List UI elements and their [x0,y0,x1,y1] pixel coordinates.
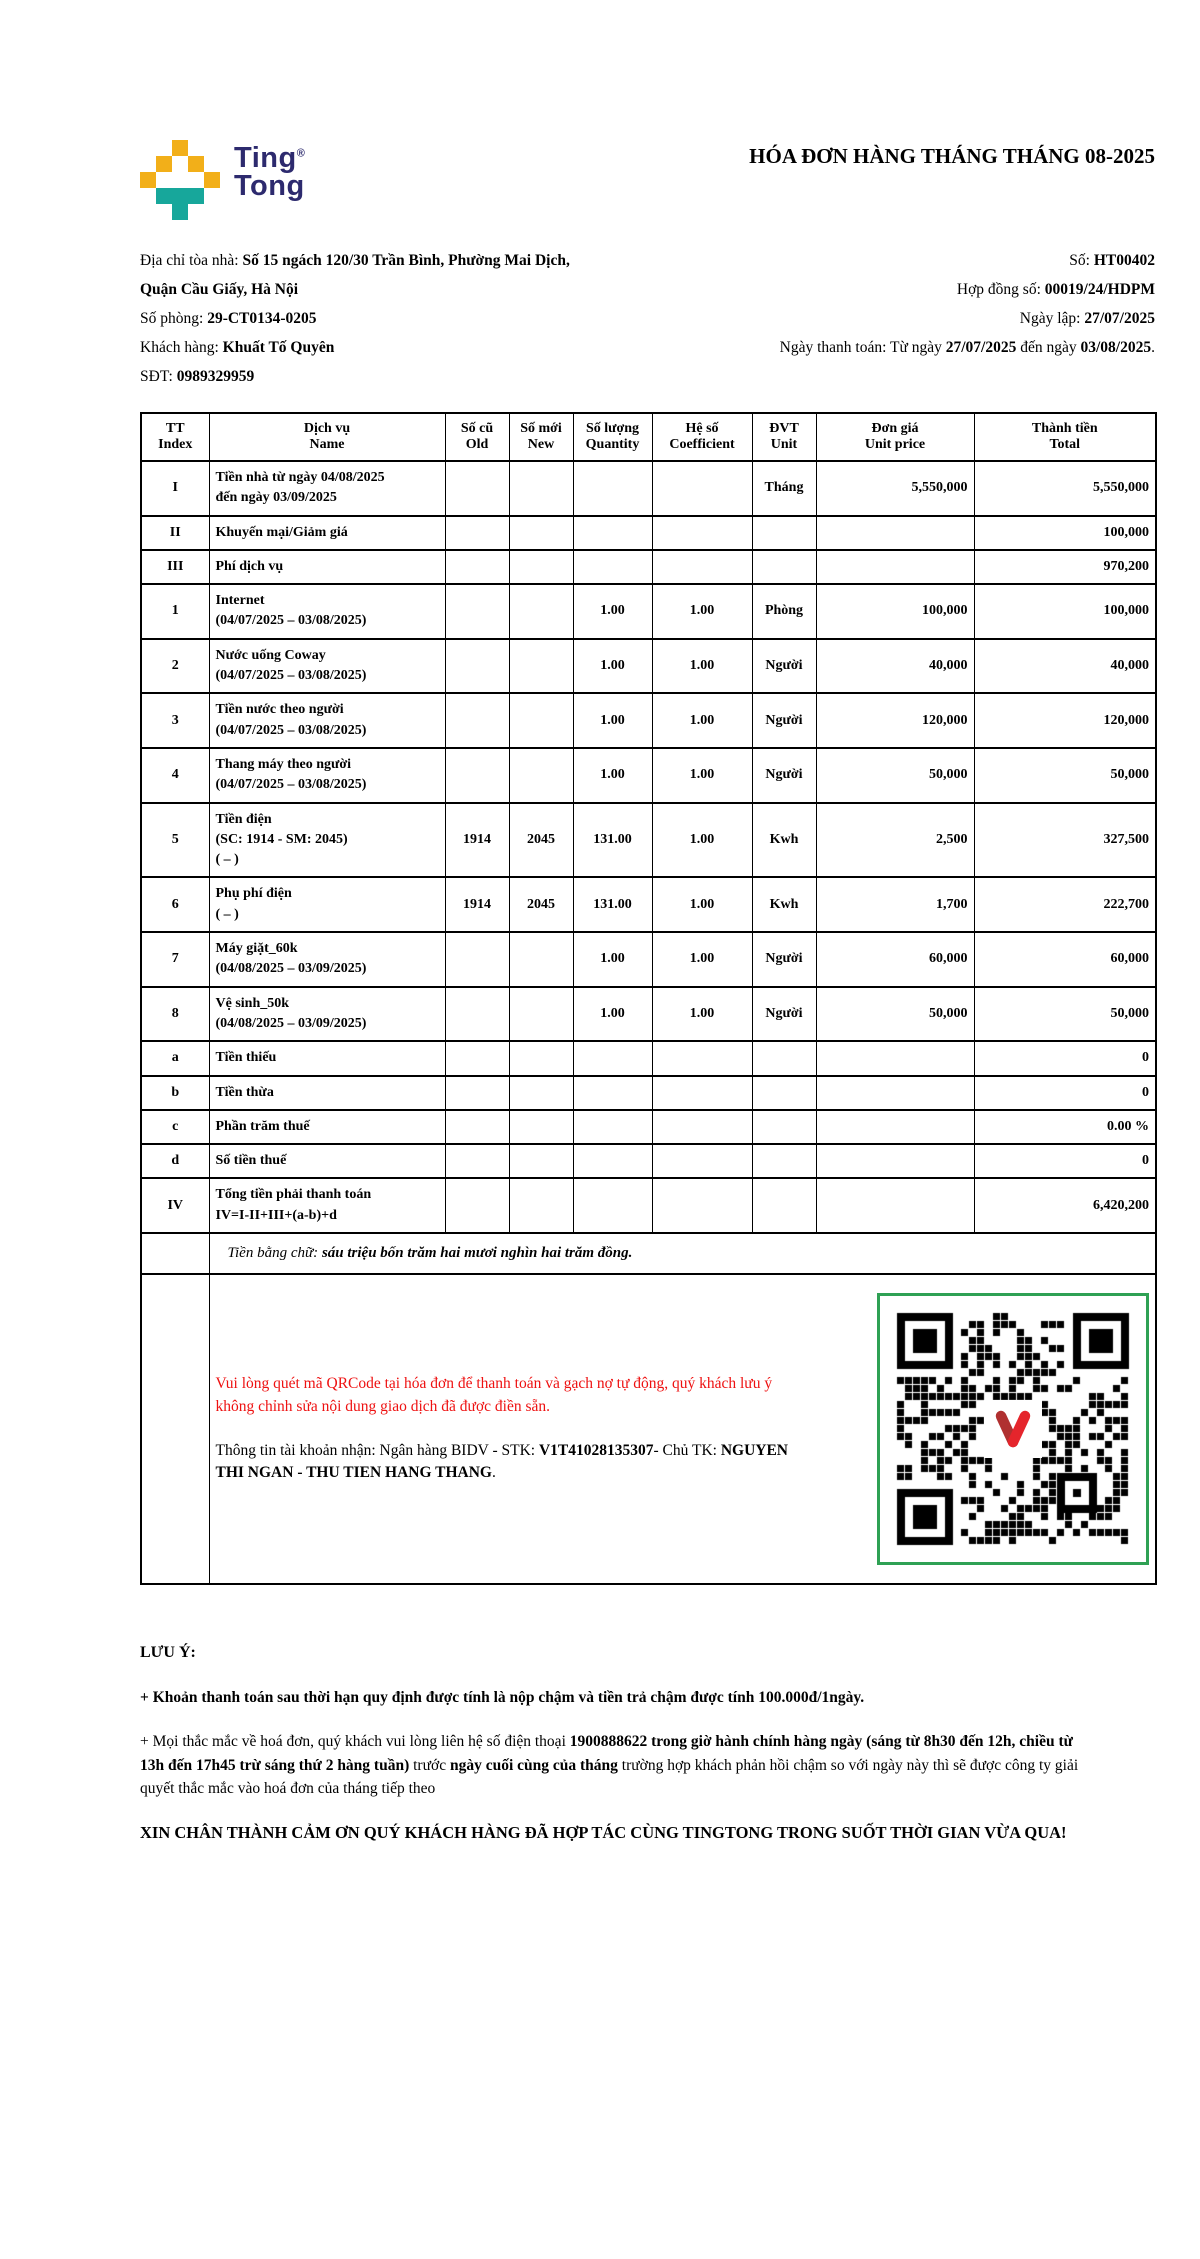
room-number: Số phòng: 29-CT0134-0205 [140,310,317,327]
cell-old-reading [445,748,509,803]
cell-old-reading [445,1076,509,1110]
cell-coefficient [652,516,752,550]
cell-old-reading [445,693,509,748]
cell-new-reading [509,1041,573,1075]
cell-old-reading: 1914 [445,803,509,878]
invoice-number: Số: HT00402 [1069,252,1155,269]
cell-coefficient [652,1178,752,1233]
bank-account-info: Thông tin tài khoản nhận: Ngân hàng BIDV - STK: V1T41028135307- Chủ TK: NGUYEN THI NGAN - THU TIEN HANG THANG. [215,1442,788,1482]
cell-service-name: Tiền điện (SC: 1914 - SM: 2045) ( – ) [209,803,445,878]
table-row [141,748,1156,803]
cell-old-reading: 1914 [445,877,509,932]
cell-old-reading [445,1110,509,1144]
cell-old-reading [445,639,509,694]
cell-total: 970,200 [974,550,1156,584]
cell-total: 327,500 [974,803,1156,878]
table-row [141,516,1156,550]
customer-name: Khách hàng: Khuất Tố Quyên [140,339,335,356]
cell-old-reading [445,1178,509,1233]
cell-new-reading [509,639,573,694]
cell-total: 40,000 [974,639,1156,694]
invoice-table [140,412,1157,1585]
cell-coefficient: 1.00 [652,693,752,748]
cell-unit [752,1041,816,1075]
column-header: Số lượng Quantity [573,413,652,461]
cell-coefficient [652,1144,752,1178]
thanks-message: XIN CHÂN THÀNH CẢM ƠN QUÝ KHÁCH HÀNG ĐÃ HỢP TÁC CÙNG TINGTONG TRONG SUỐT THỜI GIAN VỪA QUA! [140,1823,1067,1843]
cell-unit-price: 100,000 [816,584,974,639]
cell-total: 50,000 [974,987,1156,1042]
qr-instruction: Vui lòng quét mã QRCode tại hóa đơn để thanh toán và gạch nợ tự động, quý khách lưu ý không chỉnh sửa nội dung giao dịch đã được điền sẵn. [215,1375,773,1415]
payment-period: Ngày thanh toán: Từ ngày 27/07/2025 đến ngày 03/08/2025. [779,339,1155,356]
cell-new-reading [509,1144,573,1178]
cell-quantity [573,1144,652,1178]
table-row [141,693,1156,748]
payment-qr-row [141,1274,1156,1584]
amount-in-words-row [141,1233,1156,1274]
invoice-header [140,140,1155,220]
cell-quantity [573,1110,652,1144]
cell-quantity [573,516,652,550]
cell-unit [752,516,816,550]
cell-quantity: 131.00 [573,877,652,932]
cell-coefficient: 1.00 [652,877,752,932]
cell-new-reading [509,987,573,1042]
cell-unit: Người [752,987,816,1042]
building-address-line2: Quận Cầu Giấy, Hà Nội [140,281,299,298]
cell-quantity [573,461,652,516]
column-header: ĐVT Unit [752,413,816,461]
cell-index: II [141,516,209,550]
customer-phone: SĐT: 0989329959 [140,368,255,385]
cell-service-name: Tiền nhà từ ngày 04/08/2025 đến ngày 03/09/2025 [209,461,445,516]
column-header: Hệ số Coefficient [652,413,752,461]
cell-index: c [141,1110,209,1144]
column-header: Số mới New [509,413,573,461]
cell-unit-price: 1,700 [816,877,974,932]
cell-unit-price [816,1076,974,1110]
cell-new-reading [509,1178,573,1233]
cell-index: IV [141,1178,209,1233]
cell-total: 0 [974,1041,1156,1075]
cell-service-name: Tiền thừa [209,1076,445,1110]
late-payment-note: + Khoản thanh toán sau thời hạn quy định được tính là nộp chậm và tiền trả chậm được tính 100.000đ/1ngày. [140,1689,865,1707]
cell-new-reading [509,693,573,748]
table-row [141,1178,1156,1233]
hotline-note: + Mọi thắc mắc về hoá đơn, quý khách vui lòng liên hệ số điện thoại 1900888622 trong giờ hành chính hàng ngày (sáng từ 8h30 đến 12h, chiều từ 13h đến 17h45 trừ sáng thứ 2 hàng tuần) trước ngày cuối cùng của tháng trường hợp khách phản hồi chậm so với ngày này thì sẽ được công ty giải quyết thắc mắc vào hoá đơn của tháng tiếp theo [140,1733,1079,1797]
cell-new-reading [509,1110,573,1144]
cell-total: 50,000 [974,748,1156,803]
cell-index: 3 [141,693,209,748]
cell-total: 120,000 [974,693,1156,748]
cell-total: 100,000 [974,516,1156,550]
column-header: Dịch vụ Name [209,413,445,461]
cell-new-reading [509,516,573,550]
registered-mark-icon: ® [296,147,306,160]
invoice-meta [140,246,1155,391]
note-title: LƯU Ý: [140,1644,196,1662]
payment-info-cell [209,1274,1156,1584]
building-address: Địa chỉ tòa nhà: Số 15 ngách 120/30 Trần Bình, Phường Mai Dịch, [140,252,570,269]
cell-unit-price [816,1178,974,1233]
cell-service-name: Internet (04/07/2025 – 03/08/2025) [209,584,445,639]
payment-notes [216,1373,860,1485]
table-row [141,550,1156,584]
cell-unit: Kwh [752,877,816,932]
table-row [141,877,1156,932]
cell-service-name: Tổng tiền phải thanh toán IV=I-II+III+(a-b)+d [209,1178,445,1233]
cell-index: 7 [141,932,209,987]
cell-service-name: Khuyến mại/Giảm giá [209,516,445,550]
table-row [141,1076,1156,1110]
cell-empty [141,1233,209,1274]
cell-unit-price [816,1144,974,1178]
column-header: Số cũ Old [445,413,509,461]
cell-index: I [141,461,209,516]
cell-old-reading [445,1041,509,1075]
cell-unit [752,1076,816,1110]
column-header: Thành tiền Total [974,413,1156,461]
cell-coefficient [652,461,752,516]
cell-total: 5,550,000 [974,461,1156,516]
cell-total: 100,000 [974,584,1156,639]
cell-service-name: Tiền thiếu [209,1041,445,1075]
cell-service-name: Vệ sinh_50k (04/08/2025 – 03/09/2025) [209,987,445,1042]
cell-coefficient: 1.00 [652,932,752,987]
cell-service-name: Phần trăm thuế [209,1110,445,1144]
table-row [141,1144,1156,1178]
cell-index: b [141,1076,209,1110]
invoice-footer [140,1641,1155,1846]
cell-quantity: 1.00 [573,639,652,694]
cell-service-name: Máy giặt_60k (04/08/2025 – 03/09/2025) [209,932,445,987]
cell-new-reading [509,748,573,803]
cell-coefficient: 1.00 [652,748,752,803]
cell-total: 0 [974,1076,1156,1110]
cell-service-name: Phụ phí điện ( – ) [209,877,445,932]
table-row [141,803,1156,878]
cell-old-reading [445,932,509,987]
table-row [141,1041,1156,1075]
cell-service-name: Tiền nước theo người (04/07/2025 – 03/08/2025) [209,693,445,748]
cell-unit: Kwh [752,803,816,878]
amount-in-words: Tiền bằng chữ: sáu triệu bốn trăm hai mươi nghìn hai trăm đồng. [209,1233,1156,1274]
cell-quantity [573,1076,652,1110]
cell-unit-price: 50,000 [816,748,974,803]
cell-total: 60,000 [974,932,1156,987]
cell-unit-price [816,550,974,584]
column-header: TT Index [141,413,209,461]
cell-index: a [141,1041,209,1075]
cell-unit-price: 50,000 [816,987,974,1042]
cell-coefficient: 1.00 [652,584,752,639]
column-header: Đơn giá Unit price [816,413,974,461]
cell-new-reading [509,461,573,516]
cell-unit: Người [752,639,816,694]
cell-old-reading [445,516,509,550]
cell-new-reading: 2045 [509,803,573,878]
cell-new-reading [509,1076,573,1110]
cell-new-reading [509,584,573,639]
table-row [141,987,1156,1042]
table-row [141,1110,1156,1144]
cell-quantity [573,1178,652,1233]
table-row [141,639,1156,694]
cell-old-reading [445,1144,509,1178]
cell-unit: Người [752,693,816,748]
cell-total: 6,420,200 [974,1178,1156,1233]
table-row [141,932,1156,987]
cell-quantity [573,1041,652,1075]
cell-quantity: 1.00 [573,584,652,639]
meta-left [140,246,705,391]
cell-coefficient: 1.00 [652,803,752,878]
cell-unit: Người [752,932,816,987]
cell-coefficient [652,1041,752,1075]
cell-old-reading [445,461,509,516]
cell-index: 5 [141,803,209,878]
cell-quantity: 131.00 [573,803,652,878]
qr-code-frame [877,1293,1149,1565]
cell-quantity: 1.00 [573,932,652,987]
cell-quantity: 1.00 [573,987,652,1042]
cell-unit-price: 60,000 [816,932,974,987]
cell-total: 222,700 [974,877,1156,932]
table-row [141,584,1156,639]
cell-unit-price: 2,500 [816,803,974,878]
cell-unit [752,1178,816,1233]
cell-total: 0 [974,1144,1156,1178]
cell-old-reading [445,550,509,584]
cell-index: 2 [141,639,209,694]
cell-service-name: Thang máy theo người (04/07/2025 – 03/08/2025) [209,748,445,803]
cell-unit [752,550,816,584]
cell-coefficient: 1.00 [652,639,752,694]
cell-coefficient [652,550,752,584]
cell-total: 0.00 % [974,1110,1156,1144]
cell-unit-price [816,1041,974,1075]
cell-index: d [141,1144,209,1178]
cell-new-reading: 2045 [509,877,573,932]
cell-new-reading [509,932,573,987]
cell-index: 4 [141,748,209,803]
cell-unit [752,1144,816,1178]
cell-unit-price: 40,000 [816,639,974,694]
cell-old-reading [445,584,509,639]
cell-empty [141,1274,209,1584]
cell-coefficient [652,1110,752,1144]
cell-old-reading [445,987,509,1042]
contract-number: Hợp đồng số: 00019/24/HDPM [956,281,1155,298]
cell-unit-price [816,1110,974,1144]
cell-unit-price: 5,550,000 [816,461,974,516]
cell-index: 6 [141,877,209,932]
cell-coefficient: 1.00 [652,987,752,1042]
invoice-title: HÓA ĐƠN HÀNG THÁNG THÁNG 08-2025 [749,144,1155,168]
cell-quantity: 1.00 [573,693,652,748]
cell-service-name: Phí dịch vụ [209,550,445,584]
meta-right [705,246,1155,391]
vietqr-v-icon [984,1400,1042,1458]
cell-quantity: 1.00 [573,748,652,803]
table-row [141,461,1156,516]
cell-unit-price: 120,000 [816,693,974,748]
cell-unit: Tháng [752,461,816,516]
issue-date: Ngày lập: 27/07/2025 [1019,310,1155,327]
cell-quantity [573,550,652,584]
cell-new-reading [509,550,573,584]
brand-logo-text: Ting® Tong [234,142,306,203]
cell-index: III [141,550,209,584]
cell-index: 1 [141,584,209,639]
cell-unit: Người [752,748,816,803]
cell-coefficient [652,1076,752,1110]
cell-unit [752,1110,816,1144]
cell-index: 8 [141,987,209,1042]
cell-unit-price [816,516,974,550]
cell-service-name: Nước uống Coway (04/07/2025 – 03/08/2025) [209,639,445,694]
table-header-row [141,413,1156,461]
brand-logo [140,140,305,220]
cell-service-name: Số tiền thuế [209,1144,445,1178]
brand-logo-icon [140,140,220,220]
cell-unit: Phòng [752,584,816,639]
